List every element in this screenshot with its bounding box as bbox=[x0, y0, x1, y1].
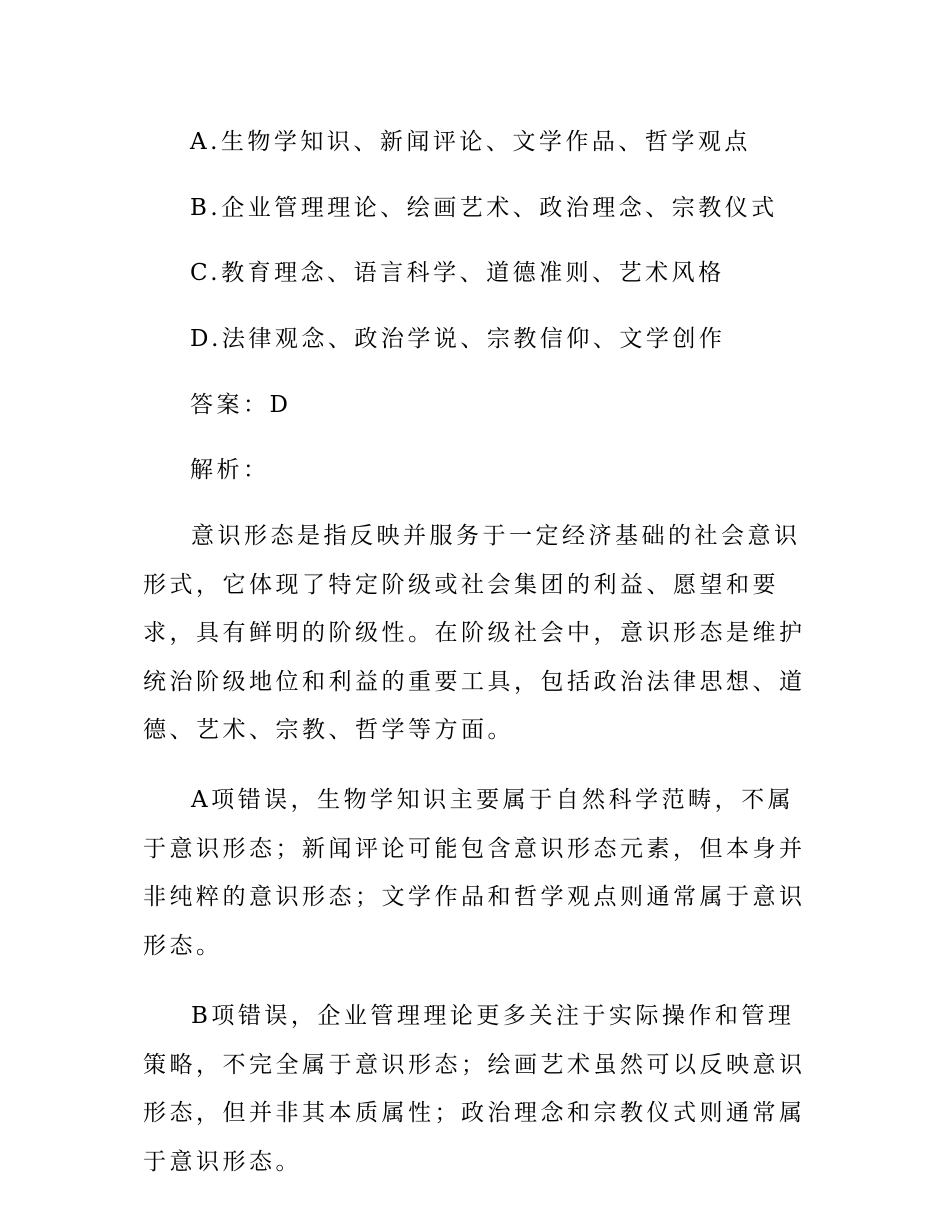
option-b: B.企业管理理论、绘画艺术、政治理念、宗教仪式 bbox=[190, 195, 778, 221]
option-a: A.生物学知识、新闻评论、文学作品、哲学观点 bbox=[190, 129, 751, 155]
answer-line: 答案：D bbox=[190, 392, 292, 418]
analysis-paragraph-definition: 意识形态是指反映并服务于一定经济基础的社会意识形式，它体现了特定阶级或社会集团的利益、愿望和要求，具有鲜明的阶级性。在阶级社会中，意识形态是维护统治阶级地位和利益的重要工具，包括政治法律思想、道德、艺术、宗教、哲学等方面。 bbox=[143, 523, 806, 743]
analysis-paragraph-option-a: A项错误，生物学知识主要属于自然科学范畴，不属于意识形态；新闻评论可能包含意识形态元素，但本身并非纯粹的意识形态；文学作品和哲学观点则通常属于意识形态。 bbox=[143, 787, 806, 959]
analysis-paragraph-option-b: B项错误，企业管理理论更多关注于实际操作和管理策略，不完全属于意识形态；绘画艺术虽然可以反映意识形态，但并非其本质属性；政治理念和宗教仪式则通常属于意识形态。 bbox=[143, 1003, 806, 1175]
option-c: C.教育理念、语言科学、道德准则、艺术风格 bbox=[190, 260, 725, 286]
analysis-label: 解析： bbox=[190, 457, 270, 483]
option-d: D.法律观念、政治学说、宗教信仰、文学创作 bbox=[190, 326, 726, 352]
